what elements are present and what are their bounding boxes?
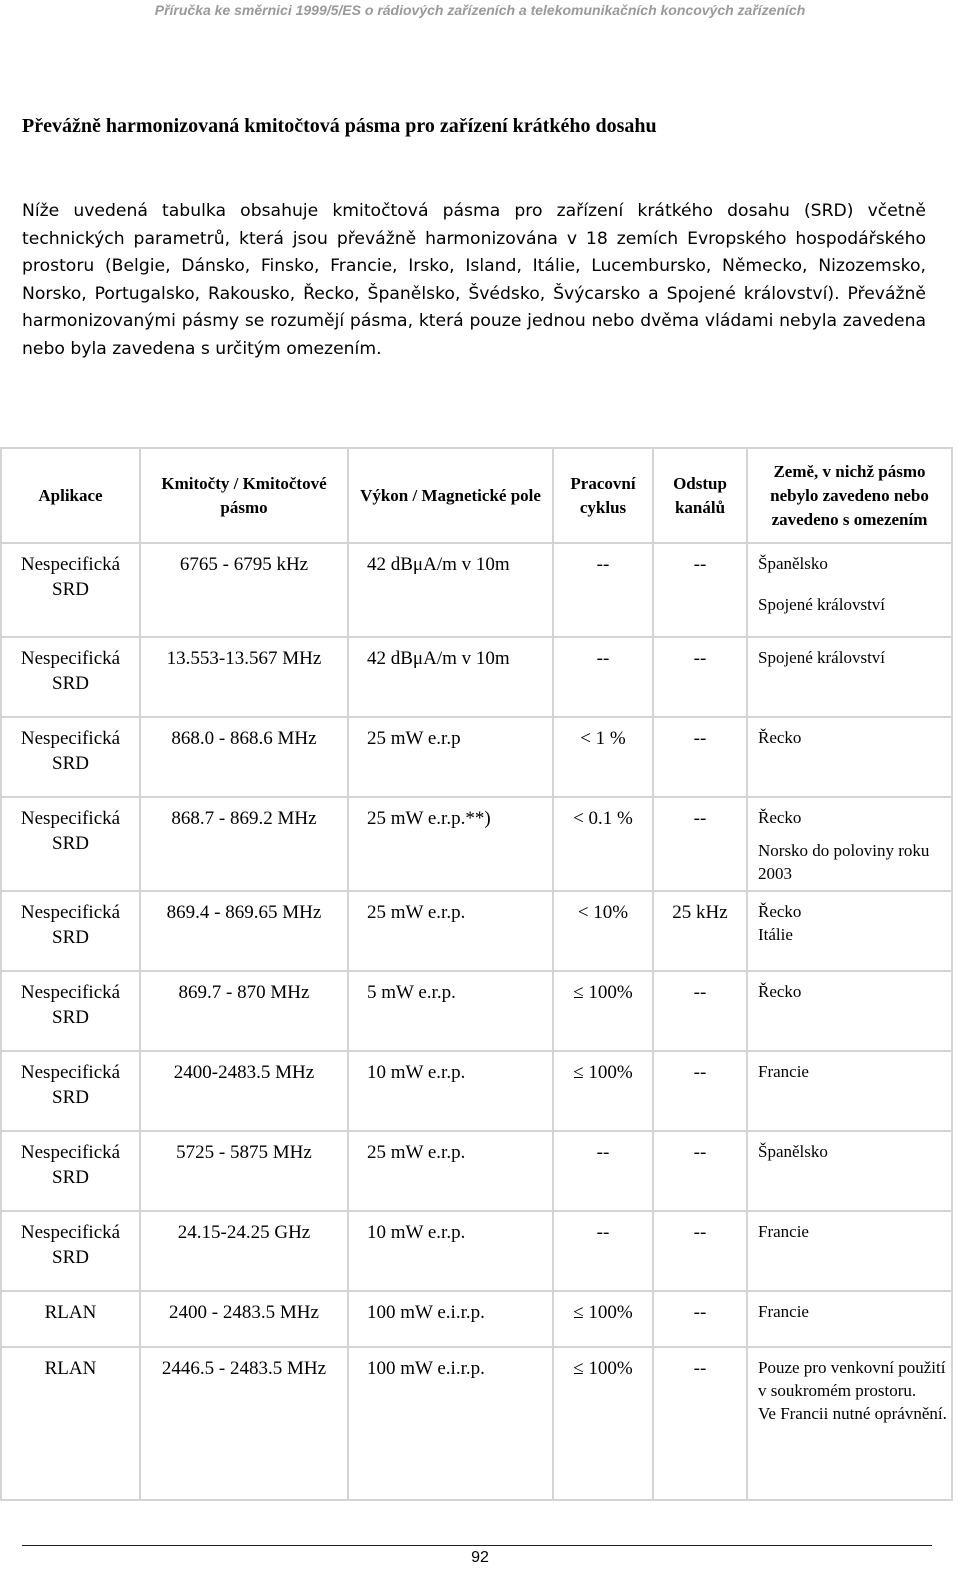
country-entry: Řecko [758, 902, 802, 921]
table-row [1, 637, 952, 717]
cell-countries [747, 1051, 952, 1131]
header-frequency: Kmitočty / Kmitočtové pásmo [140, 448, 348, 543]
page-heading: Převážně harmonizovaná kmitočtová pásma pro zařízení krátkého dosahu [22, 115, 657, 137]
country-entry: Francie [758, 1222, 809, 1241]
table-header-row [1, 448, 952, 543]
header-channel-spacing: Odstup kanálů [653, 448, 747, 543]
cell-frequency: 2400 - 2483.5 MHz [140, 1291, 348, 1347]
country-entry: Norsko do poloviny roku 2003 [758, 841, 930, 883]
country-entry: Řecko [758, 982, 802, 1001]
cell-countries [747, 543, 952, 637]
cell-channel-spacing: -- [653, 1347, 747, 1500]
cell-application: Nespecifická SRD [1, 891, 140, 971]
table-row [1, 543, 952, 637]
cell-power: 42 dBμA/m v 10m [348, 637, 553, 717]
cell-duty-cycle: < 1 % [553, 717, 653, 797]
country-entry: Spojené království [758, 595, 886, 614]
country-entry: Spojené království [758, 648, 886, 667]
table-row [1, 971, 952, 1051]
header-application: Aplikace [1, 448, 140, 543]
cell-duty-cycle: -- [553, 1211, 653, 1291]
cell-duty-cycle: -- [553, 1131, 653, 1211]
country-entry: Itálie [758, 925, 793, 944]
cell-channel-spacing: -- [653, 1211, 747, 1291]
cell-duty-cycle: -- [553, 543, 653, 637]
cell-duty-cycle: < 0.1 % [553, 797, 653, 891]
page-number: 92 [471, 1549, 489, 1566]
header-duty-cycle: Pracovní cyklus [553, 448, 653, 543]
cell-countries [747, 891, 952, 971]
cell-countries [747, 797, 952, 891]
cell-application: Nespecifická SRD [1, 971, 140, 1051]
cell-countries [747, 717, 952, 797]
cell-frequency: 5725 - 5875 MHz [140, 1131, 348, 1211]
cell-duty-cycle: -- [553, 637, 653, 717]
cell-application: RLAN [1, 1347, 140, 1500]
cell-power: 42 dBμA/m v 10m [348, 543, 553, 637]
cell-duty-cycle: < 10% [553, 891, 653, 971]
running-header: Příručka ke směrnici 1999/5/ES o rádiových zařízeních a telekomunikačních koncových zařízeních [154, 2, 806, 18]
table-row [1, 1131, 952, 1211]
table-row [1, 891, 952, 971]
cell-frequency: 869.4 - 869.65 MHz [140, 891, 348, 971]
cell-power: 10 mW e.r.p. [348, 1211, 553, 1291]
cell-channel-spacing: -- [653, 717, 747, 797]
cell-frequency: 869.7 - 870 MHz [140, 971, 348, 1051]
cell-countries [747, 1131, 952, 1211]
country-entry: Ve Francii nutné oprávnění. [758, 1404, 947, 1423]
table-row [1, 1347, 952, 1500]
table-body [1, 543, 952, 1500]
cell-power: 5 mW e.r.p. [348, 971, 553, 1051]
cell-frequency: 868.0 - 868.6 MHz [140, 717, 348, 797]
cell-application: Nespecifická SRD [1, 543, 140, 637]
footer-divider [22, 1545, 932, 1546]
country-entry: Řecko [758, 728, 802, 747]
cell-countries [747, 971, 952, 1051]
cell-application: Nespecifická SRD [1, 637, 140, 717]
cell-power: 100 mW e.i.r.p. [348, 1347, 553, 1500]
cell-power: 10 mW e.r.p. [348, 1051, 553, 1131]
header-power: Výkon / Magnetické pole [348, 448, 553, 543]
cell-frequency: 13.553-13.567 MHz [140, 637, 348, 717]
cell-frequency: 24.15-24.25 GHz [140, 1211, 348, 1291]
cell-channel-spacing: -- [653, 637, 747, 717]
cell-frequency: 868.7 - 869.2 MHz [140, 797, 348, 891]
cell-frequency: 6765 - 6795 kHz [140, 543, 348, 637]
cell-power: 25 mW e.r.p. [348, 1131, 553, 1211]
cell-frequency: 2400-2483.5 MHz [140, 1051, 348, 1131]
cell-countries [747, 637, 952, 717]
table-row [1, 1291, 952, 1347]
cell-power: 100 mW e.i.r.p. [348, 1291, 553, 1347]
cell-channel-spacing: -- [653, 1291, 747, 1347]
country-entry: Řecko [758, 808, 802, 827]
cell-duty-cycle: ≤ 100% [553, 1051, 653, 1131]
cell-application: Nespecifická SRD [1, 1131, 140, 1211]
cell-application: Nespecifická SRD [1, 1211, 140, 1291]
table-row [1, 797, 952, 891]
cell-channel-spacing: -- [653, 1131, 747, 1211]
cell-power: 25 mW e.r.p.**) [348, 797, 553, 891]
cell-application: Nespecifická SRD [1, 717, 140, 797]
country-entry: Pouze pro venkovní použití v soukromém prostoru. [758, 1358, 946, 1400]
cell-countries [747, 1347, 952, 1500]
cell-duty-cycle: ≤ 100% [553, 1291, 653, 1347]
country-entry: Španělsko [758, 1142, 828, 1161]
country-entry: Španělsko [758, 554, 828, 573]
cell-channel-spacing: -- [653, 1051, 747, 1131]
cell-channel-spacing: 25 kHz [653, 891, 747, 971]
intro-paragraph: Níže uvedená tabulka obsahuje kmitočtová pásma pro zařízení krátkého dosahu (SRD) včetně technických parametrů, která jsou převážně harmonizována v 18 zemích Evropského hospodářského prostoru (Belgie, Dánsko, Finsko, Francie, Irsko, Island, Itálie, Lucembursko, Německo, Nizozemsko, Norsko, Portugalsko, Rakousko, Řecko, Španělsko, Švédsko, Švýcarsko a Spojené království). Převážně harmonizovanými pásmy se rozumějí pásma, která pouze jednou nebo dvěma vládami nebyla zavedena nebo byla zavedena s určitým omezením. [22, 201, 926, 359]
cell-channel-spacing: -- [653, 543, 747, 637]
cell-duty-cycle: ≤ 100% [553, 1347, 653, 1500]
cell-power: 25 mW e.r.p. [348, 891, 553, 971]
table-row [1, 717, 952, 797]
table-row [1, 1051, 952, 1131]
country-entry: Francie [758, 1302, 809, 1321]
table-row [1, 1211, 952, 1291]
frequency-table [0, 447, 953, 1501]
cell-application: Nespecifická SRD [1, 797, 140, 891]
country-entry: Francie [758, 1062, 809, 1081]
cell-application: RLAN [1, 1291, 140, 1347]
cell-countries [747, 1291, 952, 1347]
cell-power: 25 mW e.r.p [348, 717, 553, 797]
cell-frequency: 2446.5 - 2483.5 MHz [140, 1347, 348, 1500]
cell-application: Nespecifická SRD [1, 1051, 140, 1131]
cell-channel-spacing: -- [653, 797, 747, 891]
cell-channel-spacing: -- [653, 971, 747, 1051]
cell-countries [747, 1211, 952, 1291]
cell-duty-cycle: ≤ 100% [553, 971, 653, 1051]
header-countries: Země, v nichž pásmo nebylo zavedeno nebo zavedeno s omezením [747, 448, 952, 543]
